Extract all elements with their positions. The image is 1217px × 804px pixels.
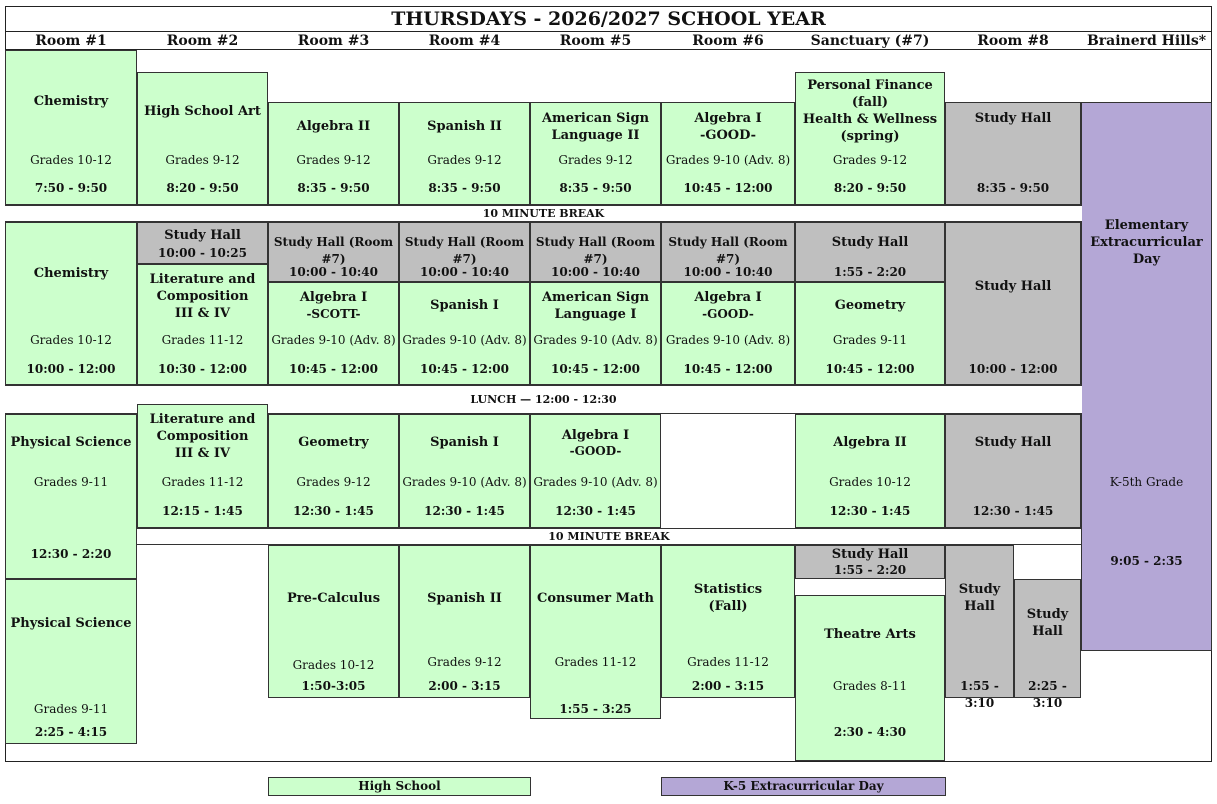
class-name-line1: Elementary <box>1104 218 1189 233</box>
class-name-line1: Algebra I <box>561 428 630 443</box>
block-study-hall-8c <box>945 414 1081 528</box>
class-name-line1: Statistics <box>693 582 763 597</box>
block-study-hall-7b <box>795 545 945 579</box>
block-study-hall-3 <box>268 222 399 282</box>
block-algebra-2-b <box>795 414 945 528</box>
class-time: 10:45 - 12:00 <box>683 362 773 376</box>
block-spanish-2b <box>399 545 530 698</box>
class-time: 8:35 - 9:50 <box>976 181 1050 195</box>
room-header-1: Room #1 <box>35 33 107 49</box>
class-time: 2:00 - 3:15 <box>691 679 765 693</box>
block-physical-science-1 <box>5 414 137 579</box>
block-algebra-1-good-b <box>530 414 661 528</box>
class-name: Chemistry <box>33 94 109 109</box>
class-time: 10:00 - 10:25 <box>158 246 247 260</box>
class-name: Algebra II <box>833 435 907 450</box>
class-grades: Grades 10-12 <box>30 333 112 347</box>
class-name: Study Hall <box>974 279 1052 294</box>
block-study-hall-8e <box>1014 579 1081 710</box>
page-title: THURSDAYS - 2026/2027 SCHOOL YEAR <box>5 6 1212 32</box>
block-geometry-7 <box>795 282 945 385</box>
class-time: 8:35 - 9:50 <box>428 181 501 195</box>
class-name: Geometry <box>298 435 369 450</box>
block-algebra-1-delta <box>661 102 795 205</box>
class-time: 12:30 - 1:45 <box>293 504 374 518</box>
class-grades: Grades 9-11 <box>33 475 109 489</box>
class-name-line2: -GOOD- <box>569 444 622 458</box>
class-grades: Grades 10-12 <box>30 153 112 167</box>
class-name: High School Art <box>144 104 261 119</box>
class-grades: Grades 11-12 <box>161 333 244 347</box>
class-grades: Grades 11-12 <box>687 655 769 669</box>
class-time: 12:30 - 1:45 <box>424 504 505 518</box>
block-hs-art <box>137 72 268 205</box>
block-personal-finance <box>795 72 945 205</box>
legend-high-school: High School <box>268 777 531 796</box>
class-time: 10:00 - 12:00 <box>968 362 1058 376</box>
class-time: 2:25 - 4:15 <box>34 725 108 739</box>
header-divider <box>5 49 1212 50</box>
class-grades: K-5th Grade <box>1109 475 1184 489</box>
class-name: Spanish II <box>427 591 502 606</box>
class-time: 1:55 - 3:25 <box>559 702 632 716</box>
class-name: Spanish II <box>427 119 502 134</box>
class-grades: Grades 9-11 <box>33 702 109 716</box>
room-header-4: Room #4 <box>428 33 501 49</box>
class-time: 12:30 - 1:45 <box>555 504 636 518</box>
class-name-line2: (Fall) <box>708 599 748 614</box>
class-name: Geometry <box>834 298 906 313</box>
block-study-hall-5 <box>530 222 661 282</box>
class-time: 10:45 - 12:00 <box>683 181 773 195</box>
class-name-line1: Algebra I <box>694 111 762 126</box>
class-grades: Grades 9-10 (Adv. 8) <box>533 475 658 489</box>
class-grades: Grades 9-12 <box>296 475 371 489</box>
class-time: 10:45 - 12:00 <box>551 362 640 376</box>
break-band-1: 10 MINUTE BREAK <box>5 205 1082 222</box>
class-name: Study Hall (Room #7) <box>535 235 656 266</box>
class-time: 10:45 - 12:00 <box>289 362 378 376</box>
class-name-line3: III & IV <box>174 446 231 461</box>
class-name-line1: Study <box>1026 607 1069 622</box>
class-name-line2: Composition <box>156 429 249 444</box>
class-time: 1:50-3:05 <box>301 679 366 693</box>
class-grades: Grades 9-11 <box>832 333 908 347</box>
class-time: 7:50 - 9:50 <box>34 181 108 195</box>
block-geometry-3 <box>268 414 399 528</box>
class-name-line2: Hall <box>1032 624 1063 639</box>
class-name: Study Hall <box>164 228 241 243</box>
block-study-hall-8a <box>945 102 1081 205</box>
room-header-brainerd: Brainerd Hills* <box>1086 33 1207 49</box>
class-name-line2: Language I <box>554 307 637 322</box>
class-grades: Grades 9-10 (Adv. 8) <box>402 333 527 347</box>
class-time: 10:00 - 10:40 <box>420 265 509 279</box>
block-study-hall-2 <box>137 222 268 264</box>
class-name-line4: (spring) <box>840 129 900 144</box>
class-time: 8:35 - 9:50 <box>297 181 370 195</box>
class-name-line2: -SCOTT- <box>306 307 361 321</box>
class-grades: Grades 10-12 <box>829 475 911 489</box>
class-name: Study Hall (Room #7) <box>668 235 788 266</box>
class-time: 10:45 - 12:00 <box>420 362 509 376</box>
class-name: Physical Science <box>10 435 132 450</box>
class-name-line1: American Sign <box>541 111 650 126</box>
lunch-band: LUNCH — 12:00 - 12:30 <box>5 385 1082 414</box>
class-name: Algebra II <box>296 119 371 134</box>
class-name: Study Hall <box>974 111 1052 126</box>
class-time: 2:30 - 4:30 <box>833 725 907 739</box>
block-chemistry-2 <box>5 222 137 385</box>
room-header-6: Room #6 <box>692 33 764 49</box>
class-grades: Grades 10-12 <box>292 658 375 672</box>
class-name: Study Hall (Room #7) <box>404 235 525 266</box>
class-time: 12:15 - 1:45 <box>162 504 243 518</box>
class-name: Spanish I <box>430 435 499 450</box>
class-name: Study Hall <box>831 235 909 250</box>
legend-k5: K-5 Extracurricular Day <box>661 777 946 796</box>
class-time: 1:55 - 3:10 <box>960 679 999 710</box>
block-study-hall-8b <box>945 222 1081 385</box>
class-grades: Grades 11-12 <box>161 475 244 489</box>
class-name: Study Hall <box>974 435 1052 450</box>
class-grades: Grades 9-12 <box>427 153 502 167</box>
class-time: 1:55 - 2:20 <box>833 563 907 577</box>
class-grades: Grades 9-10 (Adv. 8) <box>533 333 658 347</box>
class-name-line3: Day <box>1132 252 1161 267</box>
class-grades: Grades 9-10 (Adv. 8) <box>665 153 791 167</box>
class-time: 8:35 - 9:50 <box>559 181 632 195</box>
class-name-line2: (fall) <box>851 95 889 110</box>
class-time: 10:00 - 10:40 <box>683 265 773 279</box>
break-band-2: 10 MINUTE BREAK <box>137 528 1081 545</box>
block-elementary-day <box>1081 102 1212 651</box>
class-name-line2: Composition <box>156 289 249 304</box>
class-name: Theatre Arts <box>824 627 916 642</box>
class-name-line3: Health & Wellness <box>802 112 938 127</box>
class-name-line2: Hall <box>964 599 995 614</box>
class-grades: Grades 9-12 <box>165 153 240 167</box>
class-grades: Grades 9-12 <box>296 153 371 167</box>
block-algebra-1-scott <box>268 282 399 385</box>
block-study-hall-7 <box>795 222 945 282</box>
block-asl-1 <box>530 282 661 385</box>
block-physical-science-2 <box>5 579 137 744</box>
class-name-line1: Study <box>958 582 1001 597</box>
block-literature <box>137 264 268 385</box>
room-header-7: Sanctuary (#7) <box>810 33 930 49</box>
block-pre-calculus <box>268 545 399 698</box>
class-time: 12:30 - 1:45 <box>972 504 1054 518</box>
class-time: 8:20 - 9:50 <box>166 181 239 195</box>
block-theatre-arts <box>795 595 945 761</box>
class-name: Consumer Math <box>537 591 654 606</box>
class-name-line1: American Sign <box>541 290 650 305</box>
class-name-line2: Language II <box>551 128 640 143</box>
class-name: Study Hall <box>831 547 909 562</box>
block-asl-2 <box>530 102 661 205</box>
class-time: 8:20 - 9:50 <box>833 181 907 195</box>
class-name: Pre-Calculus <box>286 591 381 606</box>
class-grades: Grades 11-12 <box>554 655 637 669</box>
block-study-hall-6 <box>661 222 795 282</box>
class-name-line1: Personal Finance <box>807 78 933 93</box>
class-time: 10:45 - 12:00 <box>825 362 915 376</box>
class-time: 10:30 - 12:00 <box>158 362 247 376</box>
block-statistics <box>661 545 795 698</box>
room-header-8: Room #8 <box>977 33 1049 49</box>
class-grades: Grades 8-11 <box>832 679 908 693</box>
class-name: Chemistry <box>33 266 109 281</box>
block-study-hall-4 <box>399 222 530 282</box>
class-grades: Grades 9-10 (Adv. 8) <box>402 475 527 489</box>
class-grades: Grades 9-12 <box>832 153 908 167</box>
block-literature-2 <box>137 404 268 528</box>
class-name-line1: Algebra I <box>299 290 368 305</box>
class-name-line1: Literature and <box>149 272 256 287</box>
room-header-2: Room #2 <box>166 33 239 49</box>
class-time: 1:55 - 2:20 <box>833 265 907 279</box>
class-time: 10:00 - 12:00 <box>26 362 116 376</box>
class-grades: Grades 9-10 (Adv. 8) <box>271 333 396 347</box>
class-name-line2: Extracurricular <box>1090 235 1203 250</box>
block-spanish-1 <box>399 282 530 385</box>
class-name-line1: Algebra I <box>694 290 762 305</box>
class-time: 2:00 - 3:15 <box>428 679 501 693</box>
block-spanish-1b <box>399 414 530 528</box>
class-name: Study Hall (Room #7) <box>273 235 394 266</box>
class-name-line1: Literature and <box>149 412 256 427</box>
class-time: 10:00 - 10:40 <box>289 265 378 279</box>
room-header-3: Room #3 <box>297 33 370 49</box>
class-time: 2:25 - 3:10 <box>1028 679 1067 710</box>
class-grades: Grades 9-10 (Adv. 8) <box>665 333 791 347</box>
class-time: 12:30 - 1:45 <box>829 504 911 518</box>
class-name-line2: -GOOD- <box>699 128 757 143</box>
class-name-line3: III & IV <box>174 306 231 321</box>
block-chemistry-1 <box>5 50 137 205</box>
room-header-5: Room #5 <box>559 33 632 49</box>
class-grades: Grades 9-12 <box>558 153 633 167</box>
class-name: Spanish I <box>430 298 499 313</box>
class-time: 10:00 - 10:40 <box>551 265 640 279</box>
block-algebra-1-good <box>661 282 795 385</box>
class-name-line2: -GOOD- <box>702 307 754 321</box>
block-spanish-2 <box>399 102 530 205</box>
block-algebra-2 <box>268 102 399 205</box>
class-time: 12:30 - 2:20 <box>30 547 112 561</box>
block-study-hall-8d <box>945 545 1014 710</box>
class-name: Physical Science <box>10 616 132 631</box>
block-consumer-math <box>530 545 661 719</box>
class-time: 9:05 - 2:35 <box>1110 554 1183 568</box>
class-grades: Grades 9-12 <box>427 655 502 669</box>
